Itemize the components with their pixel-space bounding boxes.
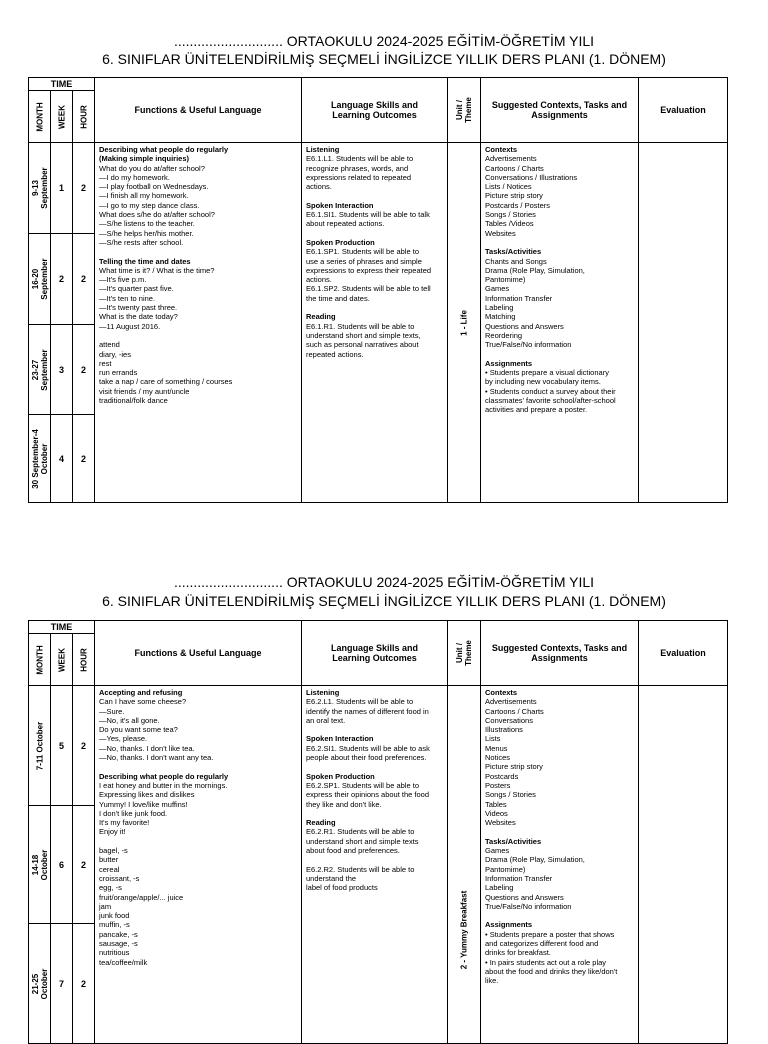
text-line: E6.2.L1. Students will be able to bbox=[306, 697, 414, 707]
hour-header-cell bbox=[73, 634, 95, 686]
month-cell bbox=[29, 234, 51, 325]
section-heading: Telling the time and dates bbox=[99, 256, 191, 266]
month-label: 9-13 September bbox=[30, 167, 49, 209]
month-cell bbox=[29, 686, 51, 806]
skills-header: Language Skills and Learning Outcomes bbox=[302, 78, 448, 143]
text-line: Picture strip story bbox=[485, 191, 543, 201]
month-label: 23-27 September bbox=[30, 348, 49, 391]
text-line: • In pairs students act out a role play bbox=[485, 957, 607, 967]
functions-cell bbox=[95, 686, 302, 1044]
text-line: • Students prepare a poster that shows bbox=[485, 929, 615, 939]
text-line: Conversations / Illustrations bbox=[485, 172, 578, 182]
unit-header-cell bbox=[448, 78, 481, 143]
text-line: Websites bbox=[485, 228, 516, 238]
week-number: 2 bbox=[51, 234, 73, 325]
spacer-line bbox=[306, 229, 444, 238]
week-number: 6 bbox=[51, 806, 73, 924]
hour-header: HOUR bbox=[79, 104, 88, 129]
text-line: about food and preferences. bbox=[306, 846, 400, 856]
week-header-cell bbox=[51, 91, 73, 143]
page-1-title-line-2: 6. SINIFLAR ÜNİTELENDİRİLMİŞ SEÇMELİ İNGİLİZCE YILLIK DERS PLANI (1. DÖNEM) bbox=[102, 51, 666, 67]
plan-table-1 bbox=[28, 77, 728, 503]
unit-label: 2 - Yummy Breakfast bbox=[459, 890, 469, 970]
text-line: Advertisements bbox=[485, 154, 537, 164]
text-line: —I go to my step dance class. bbox=[99, 200, 200, 210]
text-line: Lists bbox=[485, 734, 501, 744]
text-line: —No, thanks. I don't like tea. bbox=[99, 743, 195, 753]
text-line: —I do my homework. bbox=[99, 172, 170, 182]
text-line: Do you want some tea? bbox=[99, 725, 178, 735]
text-line: traditional/folk dance bbox=[99, 396, 168, 406]
spacer-line bbox=[485, 827, 635, 836]
text-line: —No, thanks. I don't want any tea. bbox=[99, 753, 214, 763]
section-heading: Describing what people do regularly bbox=[99, 145, 229, 154]
text-line: Pantomime) bbox=[485, 275, 526, 285]
month-label: 30 September-4 October bbox=[30, 428, 49, 489]
week-header: WEEK bbox=[57, 647, 66, 672]
unit-header: Unit / Theme bbox=[455, 97, 473, 123]
text-line: run errands bbox=[99, 368, 138, 378]
text-line: Notices bbox=[485, 753, 511, 763]
text-line: Questions and Answers bbox=[485, 321, 564, 331]
text-line: Websites bbox=[485, 818, 516, 828]
text-line: expressions to express their repeated bbox=[306, 265, 432, 275]
contexts-header: Suggested Contexts, Tasks and Assignments bbox=[481, 78, 639, 143]
unit-cell bbox=[448, 143, 481, 503]
text-line: —It's quarter past five. bbox=[99, 284, 174, 294]
section-heading: Listening bbox=[306, 145, 340, 154]
month-cell bbox=[29, 806, 51, 924]
unit-cell bbox=[448, 686, 481, 1044]
text-line: —Yes, please. bbox=[99, 734, 148, 744]
text-line: Videos bbox=[485, 808, 508, 818]
spacer-line bbox=[485, 238, 635, 247]
section-heading: Assignments bbox=[485, 920, 533, 930]
text-line: —No, it's all gone. bbox=[99, 715, 160, 725]
text-line: • Students conduct a survey about their bbox=[485, 386, 616, 396]
text-line: Pantomime) bbox=[485, 864, 526, 874]
section-heading: Listening bbox=[306, 688, 340, 697]
unit-header: Unit / Theme bbox=[455, 640, 473, 666]
text-line: True/False/No information bbox=[485, 340, 572, 350]
unit-label: 1 - Life bbox=[459, 310, 469, 336]
week-number: 3 bbox=[51, 325, 73, 415]
month-header: MONTH bbox=[35, 101, 44, 132]
text-line: junk food bbox=[99, 911, 130, 921]
week-number: 5 bbox=[51, 686, 73, 806]
text-line: understand short and simple texts, bbox=[306, 330, 421, 340]
text-line: actions. bbox=[306, 182, 332, 192]
text-line: Cartoons / Charts bbox=[485, 706, 544, 716]
month-header-cell bbox=[29, 634, 51, 686]
spacer-line bbox=[99, 762, 298, 771]
spacer-line bbox=[306, 809, 444, 818]
week-number: 7 bbox=[51, 924, 73, 1044]
text-line: repeated actions. bbox=[306, 349, 364, 359]
week-header-cell bbox=[51, 634, 73, 686]
contexts-cell bbox=[481, 143, 639, 503]
text-line: Tables bbox=[485, 799, 507, 809]
section-heading: Spoken Production bbox=[306, 237, 375, 247]
text-line: and categorizes different food and bbox=[485, 939, 599, 949]
text-line: —It's twenty past three. bbox=[99, 303, 178, 313]
month-header-cell bbox=[29, 91, 51, 143]
text-line: understand the bbox=[306, 873, 357, 883]
section-heading: Contexts bbox=[485, 688, 518, 697]
text-line: Labeling bbox=[485, 303, 514, 313]
text-line: Advertisements bbox=[485, 697, 537, 707]
text-line: such as personal narratives about bbox=[306, 340, 419, 350]
section-heading: Describing what people do regularly bbox=[99, 771, 229, 781]
page-1-title-line-1: ............................ ORTAOKULU 2024-2025 EĞİTİM-ÖĞRETİM YILI bbox=[173, 33, 595, 49]
section-heading: Spoken Interaction bbox=[306, 200, 374, 210]
month-label: 16-20 September bbox=[30, 258, 49, 300]
unit-header-cell bbox=[448, 621, 481, 686]
text-line: What do you do at/after school? bbox=[99, 163, 205, 173]
text-line: —I play football on Wednesdays. bbox=[99, 182, 209, 192]
text-line: It's my favorite! bbox=[99, 818, 150, 828]
text-line: express their opinions about the food bbox=[306, 790, 429, 800]
hour-number: 2 bbox=[73, 325, 95, 415]
text-line: identify the names of different food in bbox=[306, 706, 429, 716]
text-line: Cartoons / Charts bbox=[485, 163, 544, 173]
spacer-line bbox=[485, 911, 635, 920]
text-line: activities and prepare a poster. bbox=[485, 405, 588, 415]
page-2-title-line-1: ............................ ORTAOKULU 2024-2025 EĞİTİM-ÖĞRETİM YILI bbox=[173, 574, 595, 590]
spacer-line bbox=[99, 331, 298, 340]
spacer-line bbox=[306, 303, 444, 312]
text-line: expressions related to repeated bbox=[306, 172, 412, 182]
text-line: fruit/orange/apple/... juice bbox=[99, 892, 184, 902]
hour-number: 2 bbox=[73, 686, 95, 806]
text-line: egg, -s bbox=[99, 883, 122, 893]
text-line: Games bbox=[485, 846, 510, 856]
time-header: TIME bbox=[29, 621, 95, 634]
text-line: What time is it? / What is the time? bbox=[99, 265, 215, 275]
text-line: —S/he listens to the teacher. bbox=[99, 219, 195, 229]
text-line: True/False/No information bbox=[485, 901, 572, 911]
text-line: —11 August 2016. bbox=[99, 321, 161, 331]
text-line: take a nap / care of something / courses bbox=[99, 377, 233, 387]
functions-header: Functions & Useful Language bbox=[95, 78, 302, 143]
text-line: rest bbox=[99, 358, 112, 368]
month-cell bbox=[29, 325, 51, 415]
spacer-line bbox=[99, 837, 298, 846]
text-line: understand short and simple texts bbox=[306, 836, 419, 846]
text-line: jam bbox=[99, 901, 112, 911]
text-line: an oral text. bbox=[306, 715, 346, 725]
text-line: tea/coffee/milk bbox=[99, 957, 148, 967]
month-label: 21-25 October bbox=[30, 968, 49, 999]
text-line: Information Transfer bbox=[485, 873, 553, 883]
skills-cell bbox=[302, 686, 448, 1044]
text-line: What is the date today? bbox=[99, 312, 178, 322]
text-line: drinks for breakfast. bbox=[485, 948, 551, 958]
text-line: Songs / Stories bbox=[485, 790, 536, 800]
text-line: Postcards / Posters bbox=[485, 200, 551, 210]
text-line: E6.1.L1. Students will be able to bbox=[306, 154, 414, 164]
text-line: croissant, -s bbox=[99, 873, 140, 883]
month-label: 7-11 October bbox=[35, 721, 44, 770]
text-line: E6.1.R1. Students will be able to bbox=[306, 321, 415, 331]
month-cell bbox=[29, 415, 51, 503]
spacer-line bbox=[306, 191, 444, 200]
section-heading: Tasks/Activities bbox=[485, 836, 542, 846]
skills-header: Language Skills and Learning Outcomes bbox=[302, 621, 448, 686]
text-line: attend bbox=[99, 340, 120, 350]
text-line: about the food and drinks they like/don't bbox=[485, 966, 618, 976]
month-label: 14-18 October bbox=[30, 849, 49, 880]
text-line: muffin, -s bbox=[99, 920, 130, 930]
text-line: Drama (Role Play, Simulation, bbox=[485, 265, 585, 275]
section-heading: Reading bbox=[306, 312, 336, 322]
text-line: pancake, -s bbox=[99, 929, 138, 939]
text-line: classmates' favorite school/after-school bbox=[485, 396, 616, 406]
text-line: use a series of phrases and simple bbox=[306, 256, 422, 266]
text-line: Postcards bbox=[485, 771, 519, 781]
text-line: Matching bbox=[485, 312, 516, 322]
text-line: actions. bbox=[306, 275, 332, 285]
skills-cell bbox=[302, 143, 448, 503]
evaluation-header: Evaluation bbox=[639, 621, 728, 686]
spacer-line bbox=[306, 725, 444, 734]
page-2-title-line-2: 6. SINIFLAR ÜNİTELENDİRİLMİŞ SEÇMELİ İNGİLİZCE YILLIK DERS PLANI (1. DÖNEM) bbox=[102, 593, 666, 609]
section-heading: (Making simple inquiries) bbox=[99, 154, 190, 164]
text-line: by including new vocabulary items. bbox=[485, 377, 601, 387]
evaluation-cell bbox=[639, 686, 728, 1044]
section-heading: Accepting and refusing bbox=[99, 688, 183, 697]
week-number: 1 bbox=[51, 143, 73, 234]
text-line: people about their food preferences. bbox=[306, 753, 427, 763]
hour-header: HOUR bbox=[79, 647, 88, 672]
time-header: TIME bbox=[29, 78, 95, 91]
text-line: I eat honey and butter in the mornings. bbox=[99, 780, 228, 790]
spacer-line bbox=[306, 762, 444, 771]
text-line: they like and don't like. bbox=[306, 799, 382, 809]
text-line: Reordering bbox=[485, 330, 523, 340]
text-line: sausage, -s bbox=[99, 939, 138, 949]
section-heading: Spoken Interaction bbox=[306, 734, 374, 744]
text-line: butter bbox=[99, 855, 119, 865]
evaluation-header: Evaluation bbox=[639, 78, 728, 143]
text-line: E6.2.R1. Students will be able to bbox=[306, 827, 415, 837]
text-line: Conversations bbox=[485, 715, 533, 725]
text-line: Games bbox=[485, 284, 510, 294]
text-line: Picture strip story bbox=[485, 762, 543, 772]
text-line: nutritious bbox=[99, 948, 130, 958]
section-heading: Spoken Production bbox=[306, 771, 375, 781]
month-cell bbox=[29, 924, 51, 1044]
plan-table-2 bbox=[28, 620, 728, 1044]
text-line: E6.2.SI1. Students will be able to ask bbox=[306, 743, 430, 753]
text-line: —S/he helps her/his mother. bbox=[99, 228, 194, 238]
text-line: recognize phrases, words, and bbox=[306, 163, 409, 173]
text-line: Information Transfer bbox=[485, 293, 553, 303]
text-line: —I finish all my homework. bbox=[99, 191, 189, 201]
text-line: E6.1.SI1. Students will be able to talk bbox=[306, 210, 430, 220]
text-line: the time and dates. bbox=[306, 293, 370, 303]
hour-header-cell bbox=[73, 91, 95, 143]
hour-number: 2 bbox=[73, 806, 95, 924]
week-header: WEEK bbox=[57, 104, 66, 129]
contexts-cell bbox=[481, 686, 639, 1044]
text-line: cereal bbox=[99, 864, 120, 874]
text-line: Menus bbox=[485, 743, 508, 753]
text-line: label of food products bbox=[306, 883, 378, 893]
month-header: MONTH bbox=[35, 644, 44, 675]
text-line: visit friends / my aunt/uncle bbox=[99, 386, 190, 396]
hour-number: 2 bbox=[73, 415, 95, 503]
text-line: What does s/he do at/after school? bbox=[99, 210, 215, 220]
text-line: Can I have some cheese? bbox=[99, 697, 187, 707]
section-heading: Tasks/Activities bbox=[485, 247, 542, 257]
functions-cell bbox=[95, 143, 302, 503]
text-line: Enjoy it! bbox=[99, 827, 126, 837]
hour-number: 2 bbox=[73, 924, 95, 1044]
section-heading: Contexts bbox=[485, 145, 518, 154]
week-number: 4 bbox=[51, 415, 73, 503]
text-line: I don't like junk food. bbox=[99, 808, 168, 818]
text-line: —It's five p.m. bbox=[99, 275, 147, 285]
text-line: —It's ten to nine. bbox=[99, 293, 156, 303]
hour-number: 2 bbox=[73, 143, 95, 234]
text-line: Tables /Videos bbox=[485, 219, 534, 229]
text-line: —Sure. bbox=[99, 706, 125, 716]
text-line: E6.2.SP1. Students will be able to bbox=[306, 780, 419, 790]
text-line: Yummy! I love/like muffins! bbox=[99, 799, 188, 809]
month-cell bbox=[29, 143, 51, 234]
text-line: E6.2.R2. Students will be able to bbox=[306, 864, 415, 874]
text-line: E6.1.SP2. Students will be able to tell bbox=[306, 284, 431, 294]
text-line: E6.1.SP1. Students will be able to bbox=[306, 247, 419, 257]
text-line: bagel, -s bbox=[99, 846, 128, 856]
text-line: Songs / Stories bbox=[485, 210, 536, 220]
text-line: • Students prepare a visual dictionary bbox=[485, 368, 609, 378]
spacer-line bbox=[485, 350, 635, 359]
functions-header: Functions & Useful Language bbox=[95, 621, 302, 686]
text-line: Posters bbox=[485, 780, 511, 790]
text-line: —S/he rests after school. bbox=[99, 237, 184, 247]
evaluation-cell bbox=[639, 143, 728, 503]
text-line: Lists / Notices bbox=[485, 182, 532, 192]
text-line: Illustrations bbox=[485, 725, 523, 735]
section-heading: Assignments bbox=[485, 358, 533, 368]
text-line: Chants and Songs bbox=[485, 256, 547, 266]
text-line: Drama (Role Play, Simulation, bbox=[485, 855, 585, 865]
text-line: about repeated actions. bbox=[306, 219, 385, 229]
spacer-line bbox=[99, 247, 298, 256]
section-heading: Reading bbox=[306, 818, 336, 828]
spacer-line bbox=[306, 855, 444, 864]
text-line: like. bbox=[485, 976, 499, 986]
text-line: diary, -ies bbox=[99, 349, 131, 359]
text-line: Labeling bbox=[485, 883, 514, 893]
text-line: Expressing likes and dislikes bbox=[99, 790, 195, 800]
contexts-header: Suggested Contexts, Tasks and Assignments bbox=[481, 621, 639, 686]
text-line: Questions and Answers bbox=[485, 892, 564, 902]
hour-number: 2 bbox=[73, 234, 95, 325]
